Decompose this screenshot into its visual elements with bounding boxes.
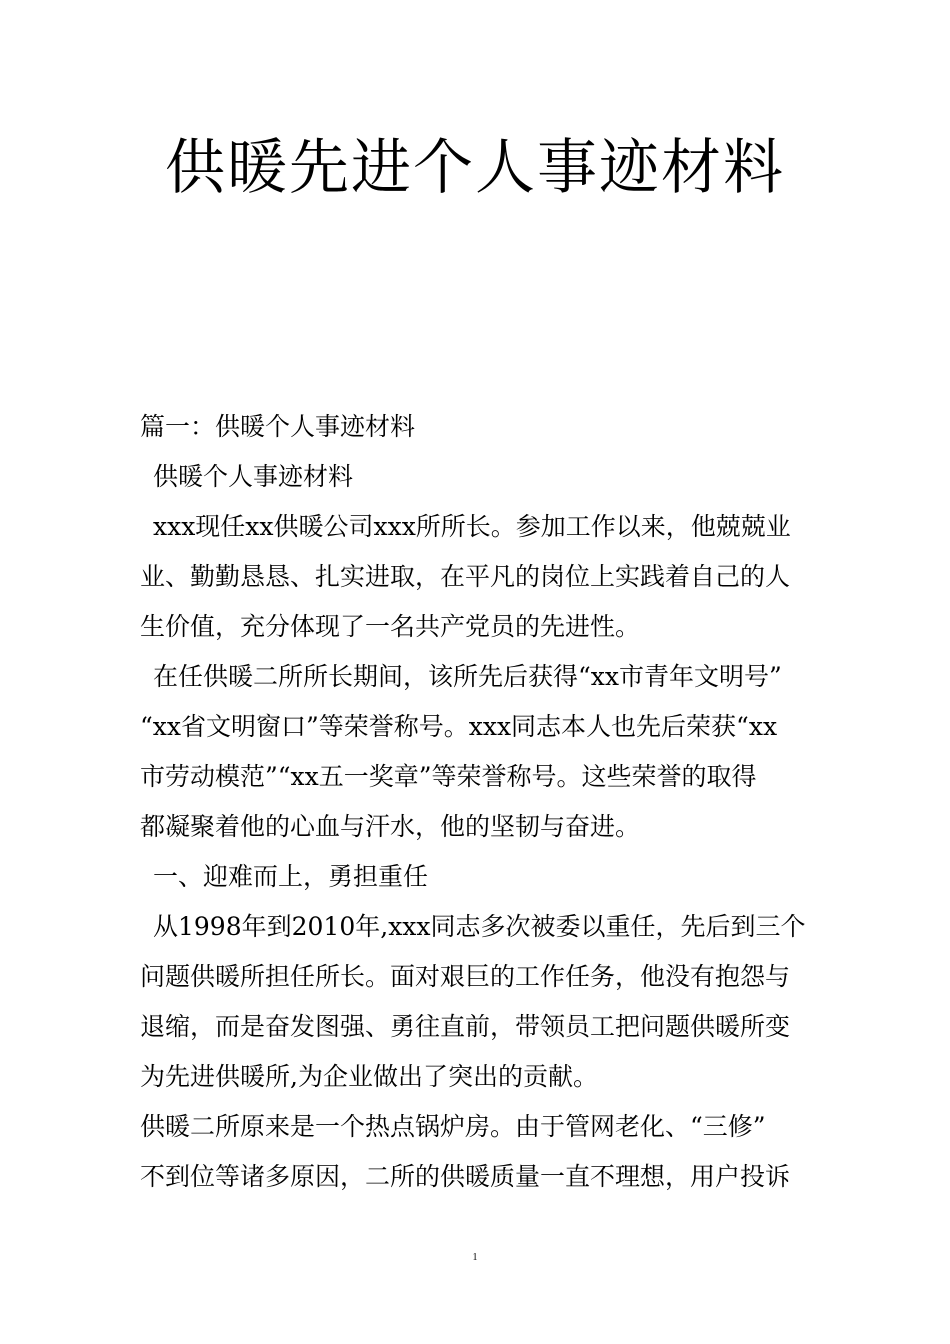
section-heading: 篇一：供暖个人事迹材料 bbox=[140, 412, 416, 441]
paragraph-line: 市劳动模范”“xx五一奖章”等荣誉称号。这些荣誉的取得 bbox=[140, 762, 757, 791]
page-number: 1 bbox=[472, 1252, 478, 1263]
paragraph-line: 业、勤勤恳恳、扎实进取，在平凡的岗位上实践着自己的人 bbox=[140, 562, 791, 591]
paragraph-line: 不到位等诸多原因，二所的供暖质量一直不理想，用户投诉 bbox=[140, 1162, 791, 1191]
paragraph-line: 生价值，充分体现了一名共产党员的先进性。 bbox=[140, 612, 641, 641]
paragraph-line: 都凝聚着他的心血与汗水，他的坚韧与奋进。 bbox=[140, 812, 641, 841]
paragraph-line: 退缩，而是奋发图强、勇往直前，带领员工把问题供暖所变 bbox=[140, 1012, 791, 1041]
paragraph-line: xxx现任xx供暖公司xxx所所长。参加工作以来，他兢兢业 bbox=[153, 512, 791, 541]
subheading: 供暖个人事迹材料 bbox=[153, 462, 354, 491]
paragraph-line: 为先进供暖所,为企业做出了突出的贡献。 bbox=[140, 1062, 598, 1091]
paragraph-line: 供暖二所原来是一个热点锅炉房。由于管网老化、“三修” bbox=[140, 1112, 766, 1141]
document-body bbox=[140, 402, 830, 1202]
paragraph-line: “xx省文明窗口”等荣誉称号。xxx同志本人也先后荣获“xx bbox=[140, 712, 778, 741]
paragraph-line: 问题供暖所担任所长。面对艰巨的工作任务，他没有抱怨与 bbox=[140, 962, 791, 991]
paragraph-line: 在任供暖二所所长期间，该所先后获得“xx市青年文明号” bbox=[153, 662, 782, 691]
numbered-heading: 一、迎难而上，勇担重任 bbox=[153, 862, 429, 891]
paragraph-line: 从1998年到2010年,xxx同志多次被委以重任，先后到三个 bbox=[153, 912, 806, 941]
document-title: 供暖先进个人事迹材料 bbox=[165, 133, 785, 203]
